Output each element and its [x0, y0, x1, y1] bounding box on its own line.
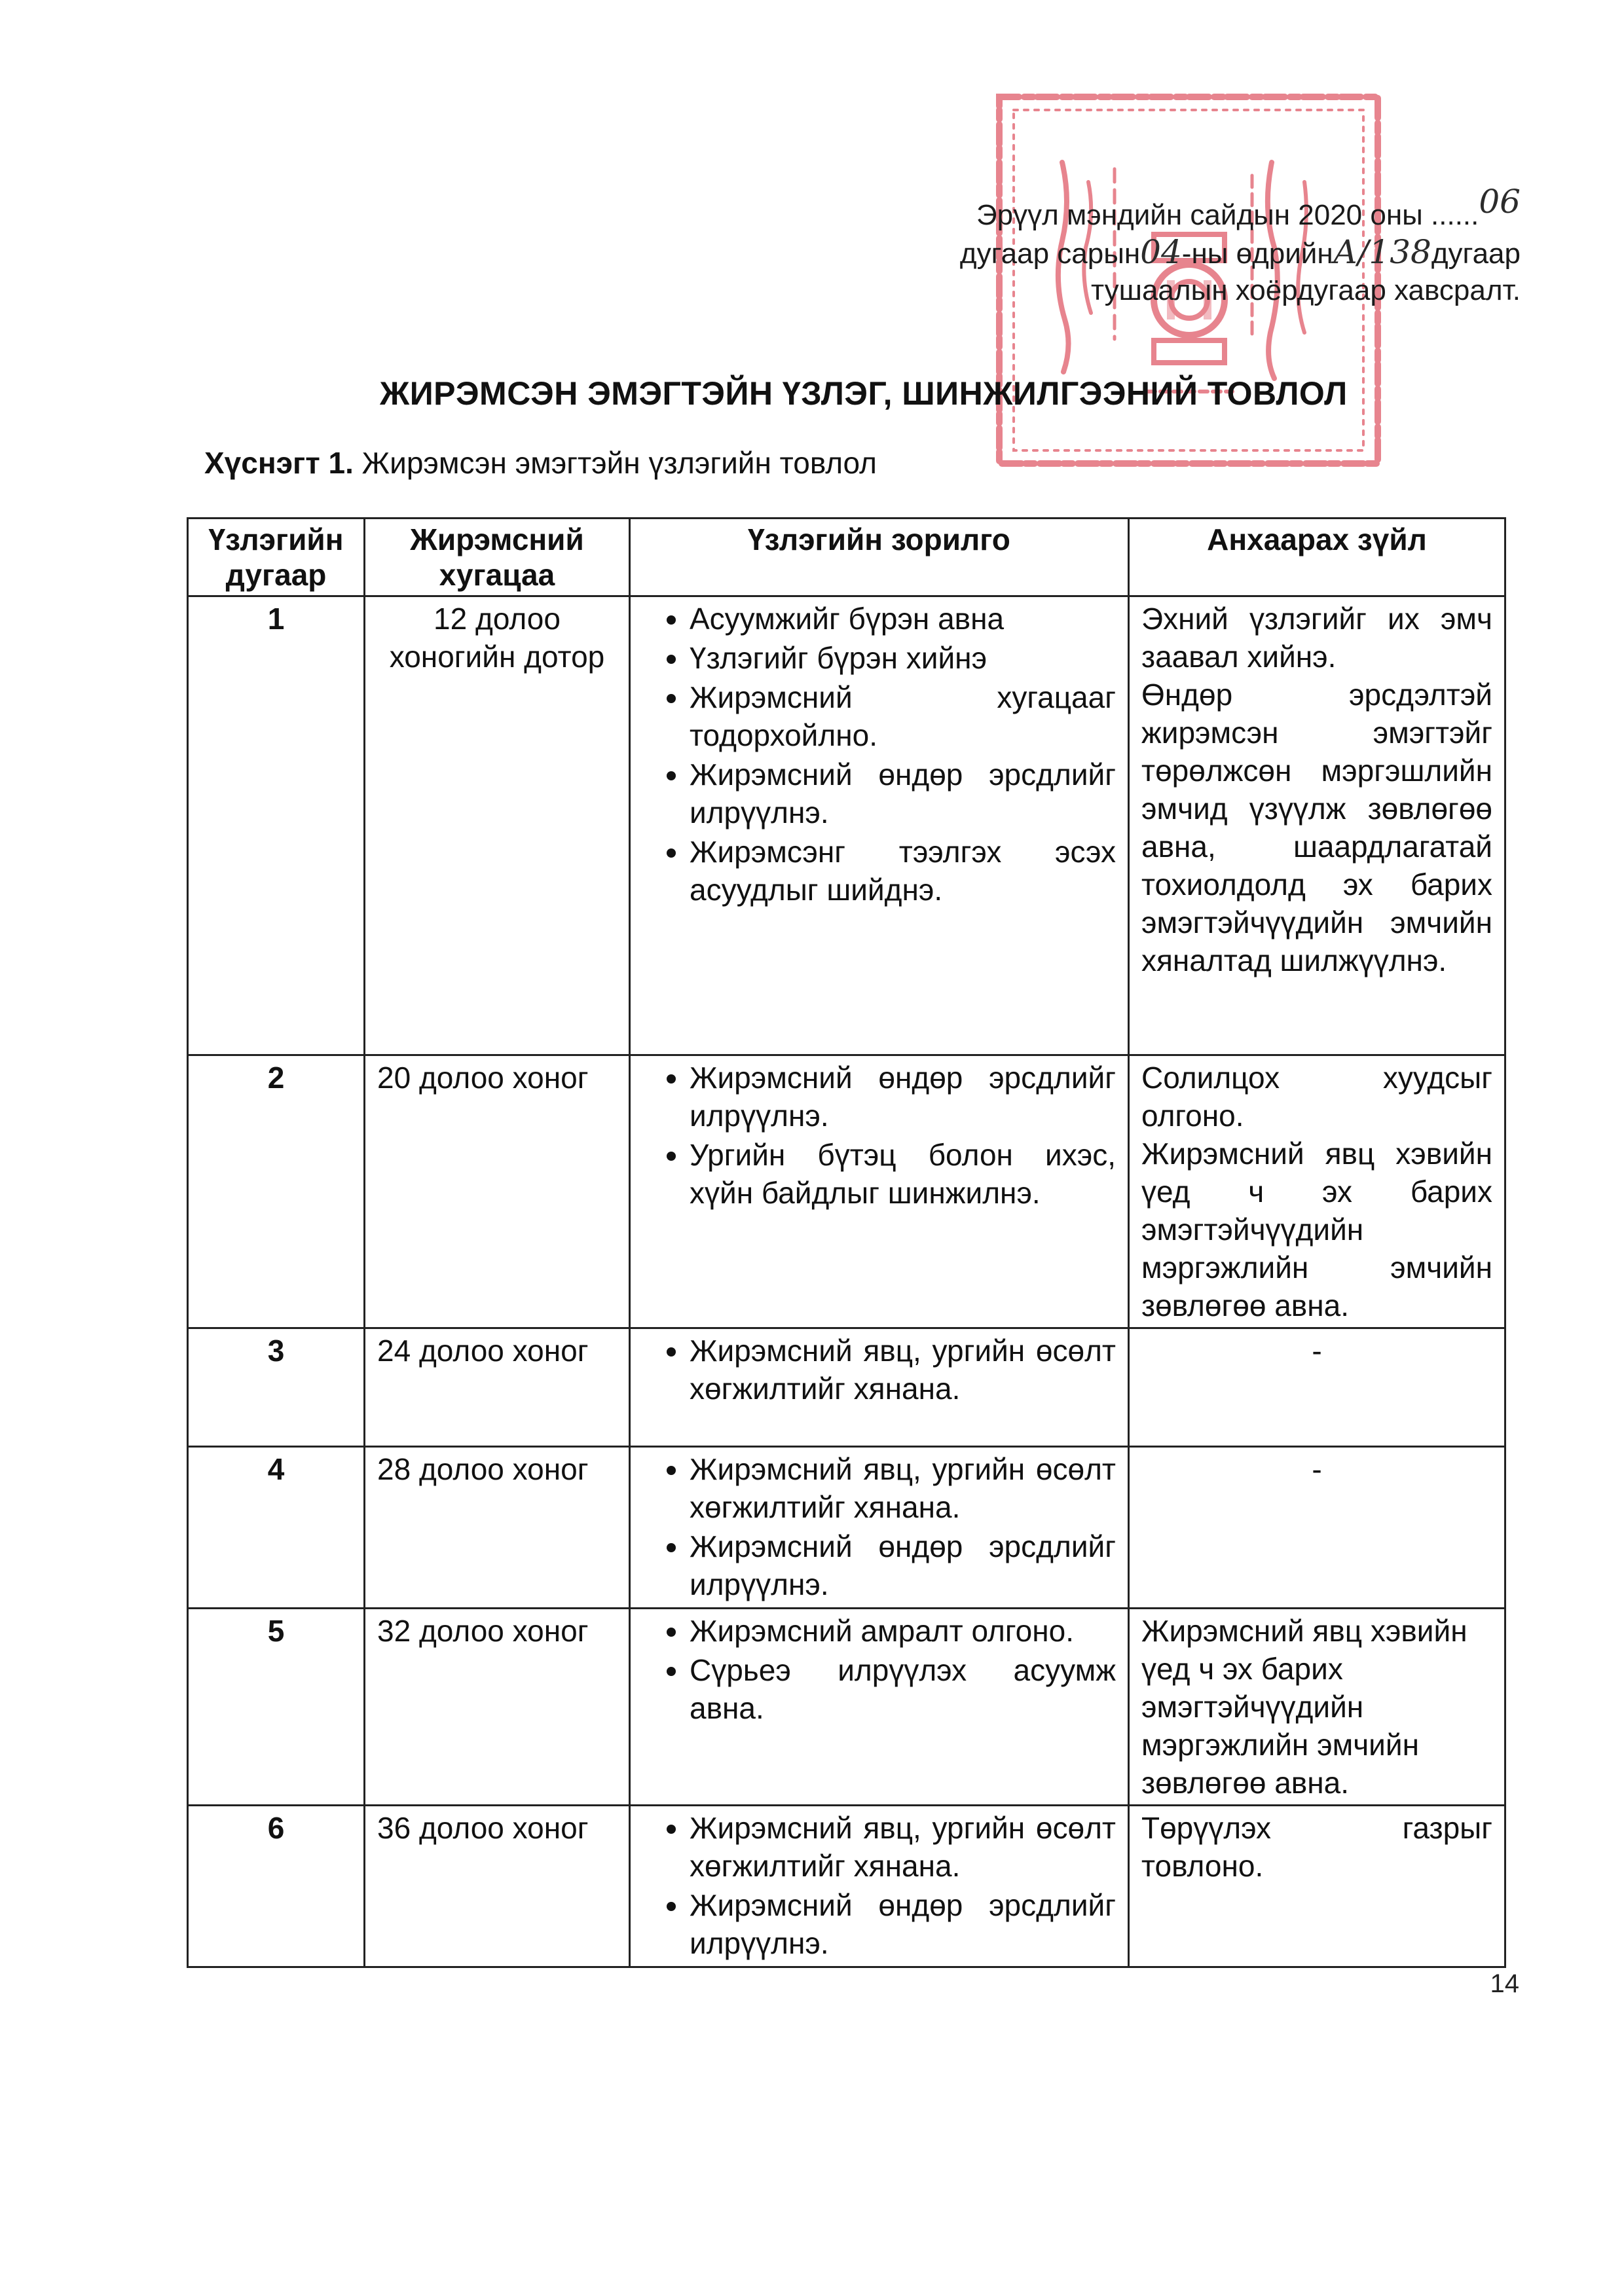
- table-row: [188, 1055, 1505, 1328]
- table-row: [188, 1447, 1505, 1609]
- table-row: [188, 1806, 1505, 1967]
- schedule-table: [187, 517, 1506, 1968]
- handwritten-day: 06: [1479, 183, 1521, 221]
- decree-dots: ......: [1431, 199, 1479, 231]
- decree-line-2b: -ны өдрийн: [1181, 238, 1333, 270]
- cell-term: 24 долоо хоног: [365, 1328, 630, 1447]
- note-text: Солилцох хуудсыг олгоно.: [1141, 1061, 1492, 1133]
- goal-item: • Асуумжийг бүрэн авна: [690, 600, 1116, 638]
- table-row: [188, 1328, 1505, 1447]
- header-exam-number: Үзлэгийн дугаар: [188, 519, 365, 596]
- goal-item: • Жирэмсний явц, ургийн өсөлт хөгжилтийг хянана.: [690, 1450, 1116, 1526]
- header-notes: Анхаарах зүйл: [1129, 519, 1505, 596]
- cell-term: 12 долоо хоногийн дотор: [365, 596, 630, 1055]
- cell-goals: [630, 1447, 1129, 1609]
- note-text: Төрүүлэх газрыг товлоно.: [1141, 1811, 1492, 1883]
- goal-item: • Жирэмсний өндөр эрсдлийг илрүүлнэ.: [690, 756, 1116, 831]
- cell-goals: [630, 596, 1129, 1055]
- goal-item: • Жирэмсэнг тээлгэх эсэх асуудлыг шийднэ.: [690, 833, 1116, 909]
- cell-notes: [1129, 1055, 1505, 1328]
- goal-item: • Үзлэгийг бүрэн хийнэ: [690, 639, 1116, 677]
- decree-reference: [931, 183, 1521, 309]
- decree-line-2c: дугаар: [1431, 238, 1521, 270]
- table-caption: [204, 445, 877, 481]
- cell-goals: [630, 1328, 1129, 1447]
- note-text: Жирэмсний явц хэвийн үед ч эх барих эмэгтэйчүүдийн мэргэжлийн эмчийн зөвлөгөө авна.: [1141, 1614, 1467, 1800]
- cell-goals: [630, 1609, 1129, 1806]
- cell-exam-number: 4: [188, 1447, 365, 1609]
- goal-item: • Жирэмсний өндөр эрсдлийг илрүүлнэ.: [690, 1886, 1116, 1962]
- cell-goals: [630, 1055, 1129, 1328]
- table-caption-text: Жирэмсэн эмэгтэйн үзлэгийн товлол: [353, 446, 877, 480]
- decree-line-2a: дугаар сарын: [959, 238, 1141, 270]
- table-row: [188, 596, 1505, 1055]
- table-caption-label: Хүснэгт 1.: [204, 446, 354, 480]
- goal-item: • Сүрьеэ илрүүлэх асуумж авна.: [690, 1651, 1116, 1727]
- page-number: 14: [1490, 1969, 1519, 1998]
- decree-line-3: тушаалын хоёрдугаар хавсралт.: [1091, 274, 1521, 306]
- cell-exam-number: 1: [188, 596, 365, 1055]
- cell-goals: [630, 1806, 1129, 1967]
- goal-item: • Ургийн бүтэц болон ихэс, хүйн байдлыг шинжилнэ.: [690, 1136, 1116, 1212]
- note-text: Өндөр эрсдэлтэй жирэмсэн эмэгтэйг төрөлжсөн мэргэшлийн эмчид үзүүлж зөвлөгөө авна, шаардлагатай тохиолдолд эх барих эмэгтэйчүүдийн эмчийн хяналтад шилжүүлнэ.: [1141, 678, 1492, 977]
- table-header-row: [188, 519, 1505, 596]
- header-pregnancy-term: Жирэмсний хугацаа: [365, 519, 630, 596]
- header-exam-goal: Үзлэгийн зорилго: [630, 519, 1129, 596]
- handwritten-order-number: А/138: [1333, 233, 1431, 271]
- cell-notes: [1129, 596, 1505, 1055]
- goal-item: • Жирэмсний явц, ургийн өсөлт хөгжилтийг хянана.: [690, 1332, 1116, 1408]
- note-text: Жирэмсний явц хэвийн үед ч эх барих эмэгтэйчүүдийн мэргэжлийн эмчийн зөвлөгөө авна.: [1141, 1137, 1492, 1322]
- cell-exam-number: 5: [188, 1609, 365, 1806]
- cell-term: 28 долоо хоног: [365, 1447, 630, 1609]
- handwritten-month: 04: [1140, 233, 1182, 271]
- cell-notes: -: [1129, 1328, 1505, 1447]
- goal-item: • Жирэмсний хугацааг тодорхойлно.: [690, 678, 1116, 754]
- decree-line-2: [931, 234, 1521, 272]
- cell-exam-number: 2: [188, 1055, 365, 1328]
- cell-exam-number: 3: [188, 1328, 365, 1447]
- decree-line-1: [931, 183, 1521, 234]
- table-row: [188, 1609, 1505, 1806]
- document-title: ЖИРЭМСЭН ЭМЭГТЭЙН ҮЗЛЭГ, ШИНЖИЛГЭЭНИЙ ТОВЛОЛ: [380, 375, 1348, 412]
- cell-notes: -: [1129, 1447, 1505, 1609]
- goal-item: • Жирэмсний явц, ургийн өсөлт хөгжилтийг хянана.: [690, 1809, 1116, 1885]
- goal-item: • Жирэмсний өндөр эрсдлийг илрүүлнэ.: [690, 1527, 1116, 1603]
- cell-term: 20 долоо хоног: [365, 1055, 630, 1328]
- cell-notes: [1129, 1806, 1505, 1967]
- cell-exam-number: 6: [188, 1806, 365, 1967]
- goal-item: • Жирэмсний өндөр эрсдлийг илрүүлнэ.: [690, 1059, 1116, 1135]
- cell-term: 36 долоо хоног: [365, 1806, 630, 1967]
- cell-notes: [1129, 1609, 1505, 1806]
- cell-term: 32 долоо хоног: [365, 1609, 630, 1806]
- note-text: Эхний үзлэгийг их эмч заавал хийнэ.: [1141, 602, 1492, 674]
- decree-line-1-text: Эрүүл мэндийн сайдын 2020 оны: [976, 199, 1423, 231]
- goal-item: • Жирэмсний амралт олгоно.: [690, 1612, 1116, 1650]
